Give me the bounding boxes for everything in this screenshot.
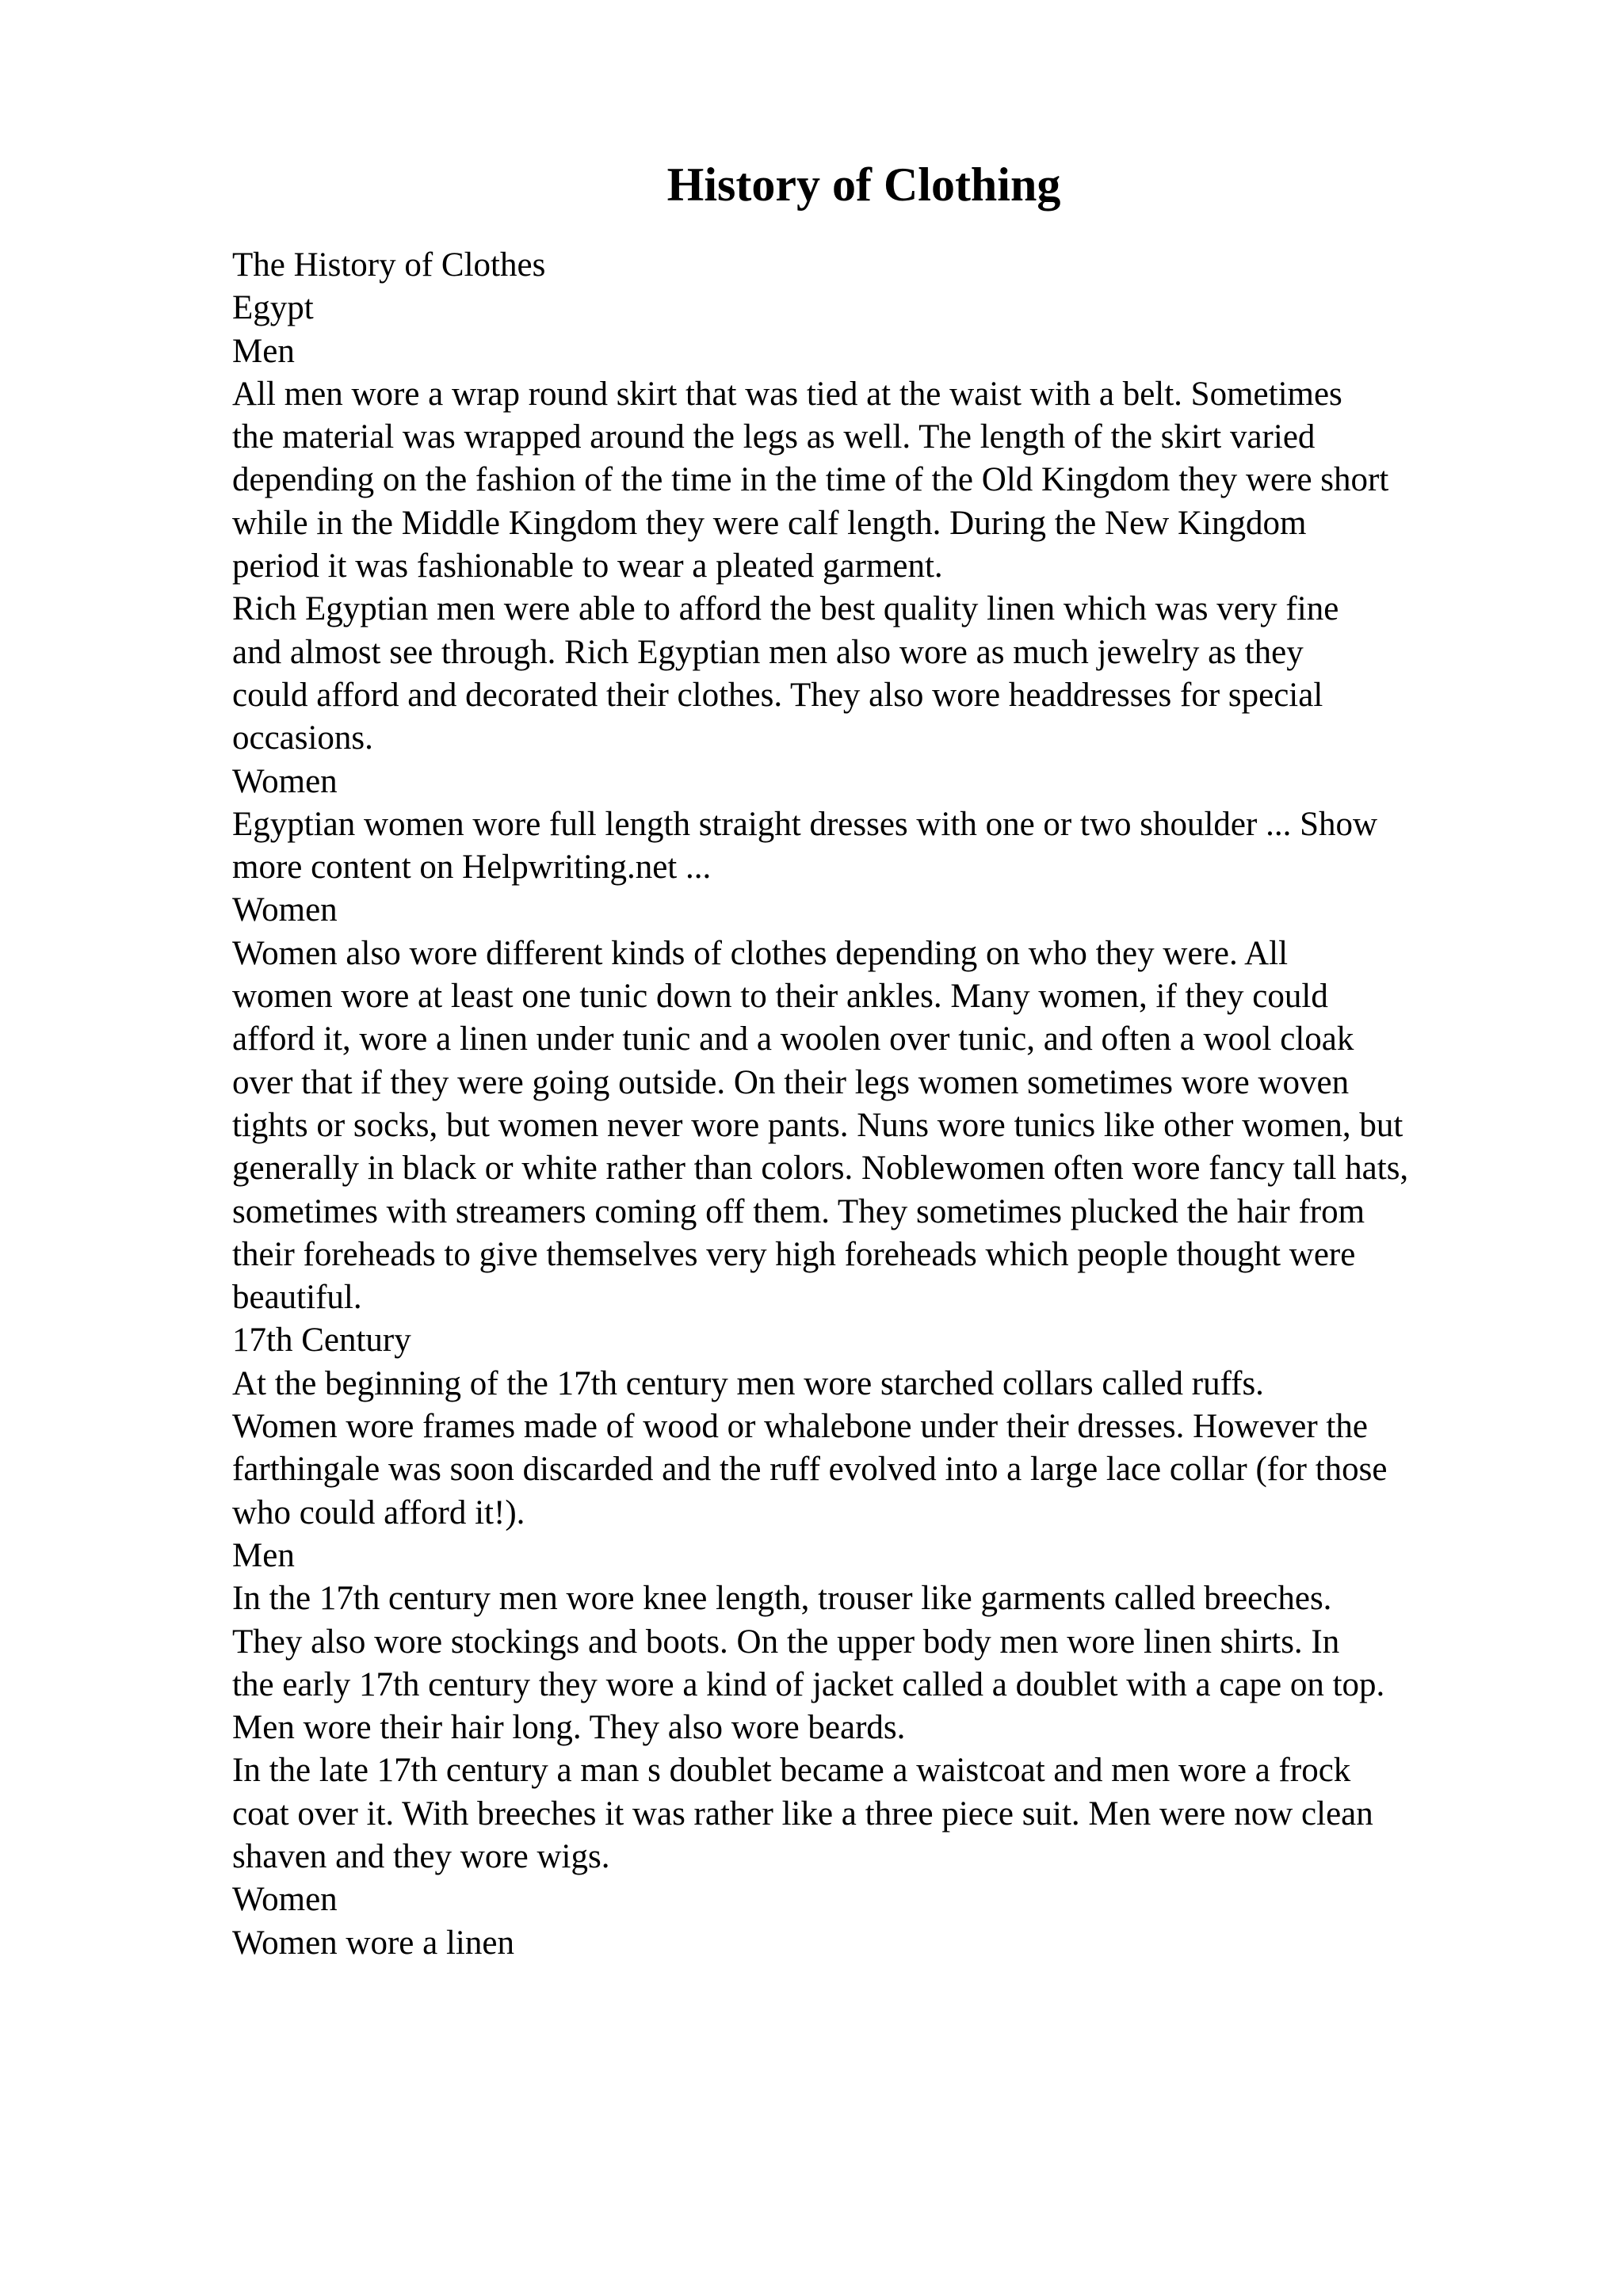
text-line: Women wore a linen — [232, 1924, 514, 1962]
text-line: their foreheads to give themselves very high foreheads which people thought were — [232, 1235, 1356, 1273]
text-line: Rich Egyptian men were able to afford the best quality linen which was very fine — [232, 590, 1339, 628]
text-line: could afford and decorated their clothes. They also wore headdresses for special — [232, 676, 1323, 714]
text-line: farthingale was soon discarded and the ruff evolved into a large lace collar (for those — [232, 1451, 1388, 1489]
text-line: Women — [232, 891, 338, 929]
text-line: sometimes with streamers coming off them. They sometimes plucked the hair from — [232, 1192, 1365, 1230]
text-line: tights or socks, but women never wore pants. Nuns wore tunics like other women, but — [232, 1106, 1403, 1144]
text-line: more content on Helpwriting.net ... — [232, 849, 712, 887]
text-line: 17th Century — [232, 1322, 411, 1360]
text-line: Women also wore different kinds of clothes depending on who they were. All — [232, 934, 1289, 972]
text-line: while in the Middle Kingdom they were calf length. During the New Kingdom — [232, 504, 1307, 542]
text-line: beautiful. — [232, 1279, 362, 1317]
text-line: Men wore their hair long. They also wore beards. — [232, 1709, 906, 1747]
document-body — [232, 244, 1532, 1965]
text-line: They also wore stockings and boots. On the upper body men wore linen shirts. In — [232, 1623, 1340, 1661]
text-line: Men — [232, 1536, 295, 1574]
text-line: Women — [232, 762, 338, 800]
text-line: afford it, wore a linen under tunic and a woolen over tunic, and often a wool cloak — [232, 1020, 1354, 1058]
text-line: In the 17th century men wore knee length, trouser like garments called breeches. — [232, 1580, 1332, 1618]
text-line: the material was wrapped around the legs as well. The length of the skirt varied — [232, 418, 1316, 456]
text-line: depending on the fashion of the time in the time of the Old Kingdom they were short — [232, 461, 1389, 499]
text-line: the early 17th century they wore a kind of jacket called a doublet with a cape on top. — [232, 1665, 1385, 1703]
text-line: In the late 17th century a man s doublet became a waistcoat and men wore a frock — [232, 1752, 1351, 1790]
text-line: over that if they were going outside. On their legs women sometimes wore woven — [232, 1063, 1350, 1101]
text-line: shaven and they wore wigs. — [232, 1837, 610, 1875]
text-line: women wore at least one tunic down to their ankles. Many women, if they could — [232, 978, 1328, 1016]
text-line: Egyptian women wore full length straight dresses with one or two shoulder ... Show — [232, 805, 1378, 843]
text-line: occasions. — [232, 719, 373, 757]
text-line: The History of Clothes — [232, 246, 546, 284]
text-line: Women wore frames made of wood or whalebone under their dresses. However the — [232, 1408, 1368, 1446]
text-line: coat over it. With breeches it was rather like a three piece suit. Men were now clean — [232, 1794, 1373, 1833]
text-line: Egypt — [232, 289, 314, 327]
document-title: History of Clothing — [666, 158, 1061, 211]
text-line: Men — [232, 332, 295, 370]
text-line: generally in black or white rather than colors. Noblewomen often wore fancy tall hats, — [232, 1150, 1409, 1188]
text-line: and almost see through. Rich Egyptian men also wore as much jewelry as they — [232, 633, 1304, 671]
text-line: At the beginning of the 17th century men wore starched collars called ruffs. — [232, 1364, 1264, 1402]
text-line: who could afford it!). — [232, 1493, 525, 1531]
text-line: All men wore a wrap round skirt that was tied at the waist with a belt. Sometimes — [232, 375, 1342, 413]
text-line: period it was fashionable to wear a pleated garment. — [232, 547, 943, 585]
text-line: Women — [232, 1881, 338, 1919]
